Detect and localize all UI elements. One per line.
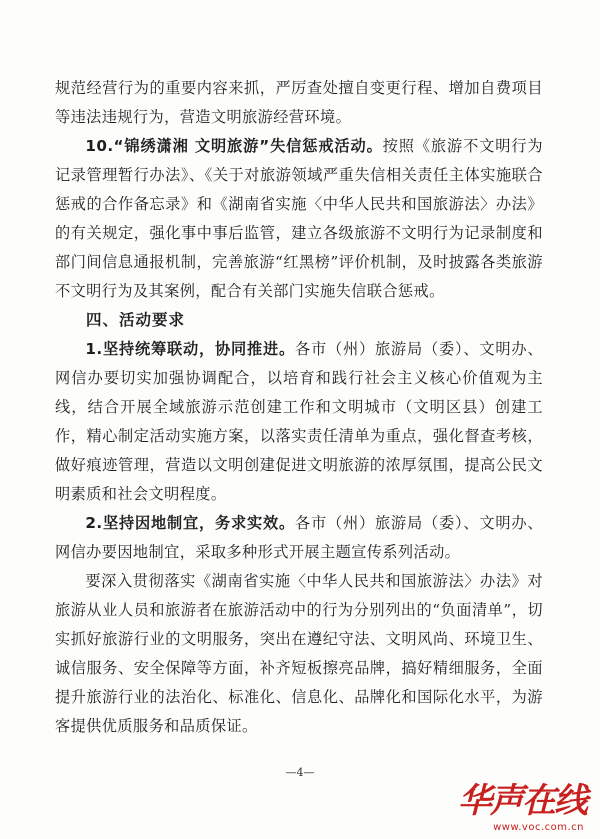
document-body [55, 74, 543, 741]
site-watermark [458, 773, 590, 833]
requirement-1-body: 各市（州）旅游局（委）、文明办、网信办要切实加强协调配合，以培育和践行社会主义核心价值观为主线，结合开展全域旅游示范创建工作和文明城市（文明区县）创建工作，精心制定活动实施方案，以落实责任清单为重点，强化督查考核，做好痕迹管理，营造以文明创建促进文明旅游的浓厚氛围，提高公民文明素质和社会文明程度。 [55, 340, 543, 503]
requirement-2-title: 2.坚持因地制宜，务求实效。 [85, 514, 295, 532]
paragraph-continuation: 规范经营行为的重要内容来抓，严厉查处擅自变更行程、增加自费项目等违法违规行为，营造文明旅游经营环境。 [55, 79, 543, 126]
watermark-url: www.voc.com.cn [493, 822, 584, 833]
section-heading: 四、活动要求 [86, 311, 186, 329]
watermark-logo: 华声在线 [458, 781, 586, 821]
page-number: —4— [285, 766, 315, 779]
paragraph-item-10 [55, 132, 543, 306]
item-10-body: 按照《旅游不文明行为记录管理暂行办法》、《关于对旅游领域严重失信相关责任主体实施联合惩戒的合作备忘录》和《湖南省实施〈中华人民共和国旅游法〉办法》的有关规定，强化事中事后监管，建立各级旅游不文明行为记录制度和部门间信息通报机制，完善旅游“红黑榜”评价机制，及时披露各类旅游不文明行为及其案例，配合有关部门实施失信联合惩戒。 [55, 137, 544, 300]
requirement-2-body: 各市（州）旅游局（委）、文明办、网信办要因地制宜，采取多种形式开展主题宣传系列活动。 [55, 514, 543, 561]
paragraph-negative-list: 要深入贯彻落实《湖南省实施〈中华人民共和国旅游法〉办法》对旅游从业人员和旅游者在旅游活动中的行为分别列出的“负面清单”，切实抓好旅游行业的文明服务，突出在遵纪守法、文明风尚、环境卫生、诚信服务、安全保障等方面，补齐短板擦亮品牌，搞好精细服务，全面提升旅游行业的法治化、标准化、信息化、品牌化和国际化水平，为游客提供优质服务和品质保证。 [55, 572, 543, 735]
item-10-title: 10.“锦绣潇湘 文明旅游”失信惩戒活动。 [85, 137, 383, 155]
paragraph-requirement-1 [55, 335, 543, 509]
requirement-1-title: 1.坚持统筹联动，协同推进。 [85, 340, 295, 358]
paragraph-requirement-2 [55, 509, 543, 567]
